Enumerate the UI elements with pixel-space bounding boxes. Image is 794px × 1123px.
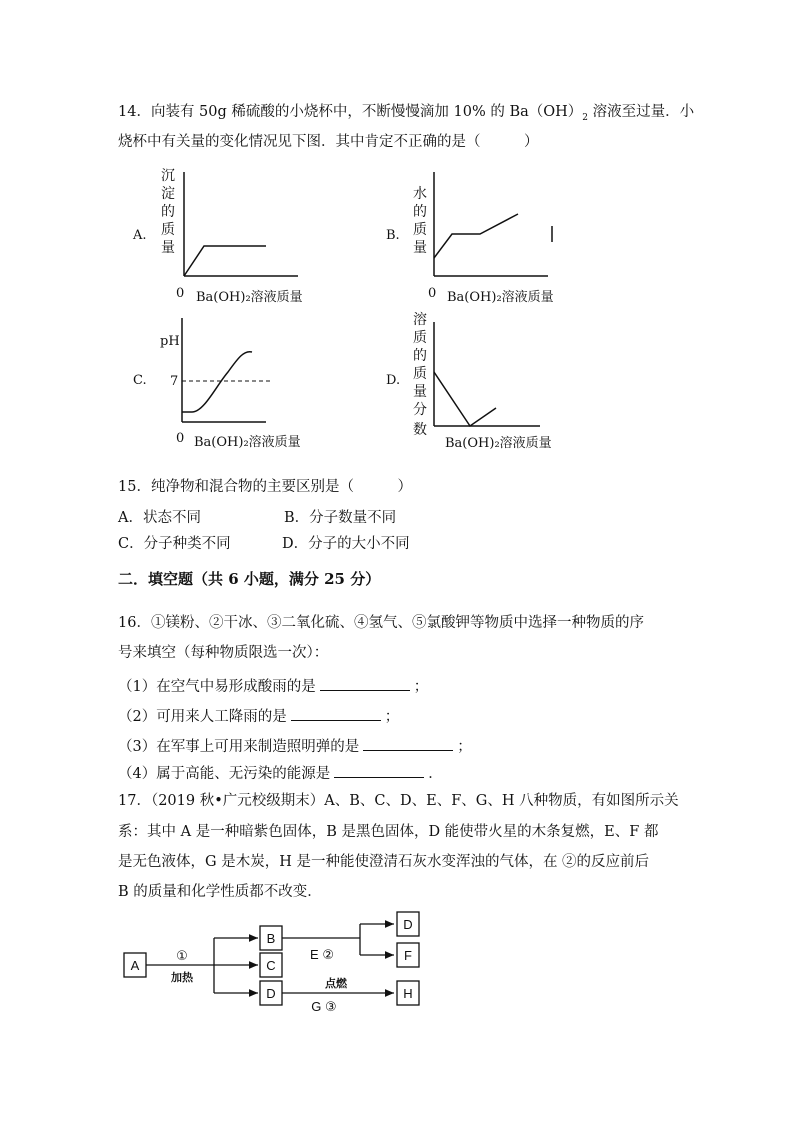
graph-a-xlabel: Ba(OH)₂溶液质量 bbox=[196, 290, 303, 305]
q15-option-a: A．状态不同 bbox=[118, 510, 201, 526]
q16-blank-3[interactable] bbox=[363, 737, 453, 751]
q16-item-text: （2）可用来人工降雨的是 bbox=[118, 709, 287, 725]
graph-a-ylabel-char: 量 bbox=[161, 240, 175, 256]
graph-d-curve bbox=[434, 372, 496, 426]
q16-blank-4[interactable] bbox=[334, 764, 424, 778]
graph-d-plot bbox=[410, 310, 560, 450]
graph-a-ylabel-char: 的 bbox=[161, 204, 175, 220]
graph-d-ylabel-char: 分 bbox=[413, 402, 427, 418]
q16-item-text: （1）在空气中易形成酸雨的是 bbox=[118, 679, 316, 695]
graph-d-ylabel-char: 质 bbox=[413, 330, 427, 346]
q14-line-2: 烧杯中有关量的变化情况见下图．其中肯定不正确的是（ ） bbox=[118, 134, 539, 150]
flow-heat-label: 加热 bbox=[171, 971, 193, 984]
flow-g-label: G ③ bbox=[311, 999, 337, 1014]
flow-box-c-label: C bbox=[266, 958, 276, 973]
q15-option-d: D．分子的大小不同 bbox=[282, 536, 410, 552]
graph-a-ylabel-char: 淀 bbox=[161, 186, 175, 202]
graph-d-xlabel: Ba(OH)₂溶液质量 bbox=[445, 436, 552, 451]
q16-item-end: ； bbox=[384, 709, 400, 725]
graph-b-xlabel: Ba(OH)₂溶液质量 bbox=[447, 290, 554, 305]
q15-stem: 15．纯净物和混合物的主要区别是（ ） bbox=[118, 479, 412, 495]
graph-a-curve bbox=[184, 246, 266, 276]
graph-b-origin: 0 bbox=[428, 286, 437, 301]
graph-c-ref-value: 7 bbox=[170, 374, 179, 389]
graph-b-ylabel-char: 量 bbox=[413, 240, 427, 256]
graph-c-xlabel: Ba(OH)₂溶液质量 bbox=[194, 435, 301, 450]
q16-item-1 bbox=[118, 677, 428, 696]
flow-step-1: ① bbox=[176, 948, 188, 963]
flow-ignite-label: 点燃 bbox=[325, 977, 347, 990]
q16-line-1: 16．①镁粉、②干冰、③二氧化硫、④氢气、⑤氯酸钾等物质中选择一种物质的序 bbox=[118, 615, 644, 631]
graph-a bbox=[158, 164, 308, 304]
q16-blank-2[interactable] bbox=[291, 707, 381, 721]
graph-a-ylabel-char: 质 bbox=[161, 222, 175, 238]
flow-box-d2-label: D bbox=[403, 917, 413, 932]
graph-d-ylabel-char: 的 bbox=[413, 348, 427, 364]
q16-item-end: ． bbox=[428, 766, 443, 782]
flow-box-f-label: F bbox=[404, 948, 412, 963]
flow-e-label: E ② bbox=[310, 947, 334, 962]
q17-line-1: 17．（2019 秋•广元校级期末）A、B、C、D、E、F、G、H 八种物质，有如图所示关 bbox=[118, 793, 679, 809]
graph-a-origin: 0 bbox=[176, 286, 185, 301]
graph-d bbox=[410, 310, 560, 450]
graph-d-ylabel-char: 数 bbox=[413, 422, 427, 438]
graph-c-plot bbox=[158, 310, 308, 450]
q14-subscript: 2 bbox=[582, 112, 589, 123]
graph-c-curve bbox=[182, 352, 252, 412]
q17-line-2: 系：其中 A 是一种暗紫色固体，B 是黑色固体，D 能使带火星的木条复燃，E、F 都 bbox=[118, 824, 659, 840]
q15-option-c: C．分子种类不同 bbox=[118, 536, 231, 552]
q14-line-1 bbox=[118, 103, 694, 127]
q16-item-text: （4）属于高能、无污染的能源是 bbox=[118, 766, 331, 782]
flow-box-b-label: B bbox=[266, 931, 276, 946]
q16-item-3 bbox=[118, 737, 472, 756]
graph-b-ylabel-char: 的 bbox=[413, 204, 427, 220]
graph-d-ylabel-char: 量 bbox=[413, 384, 427, 400]
graph-b-ylabel-char: 质 bbox=[413, 222, 427, 238]
graph-b-plot bbox=[410, 164, 560, 304]
graph-b-ylabel-char: 水 bbox=[413, 186, 427, 202]
flow-diagram bbox=[110, 905, 440, 1020]
section-heading: 二．填空题（共 6 小题，满分 25 分） bbox=[118, 570, 381, 588]
q15-option-b: B．分子数量不同 bbox=[284, 510, 397, 526]
flow-box-d1-label: D bbox=[266, 986, 276, 1001]
q16-line-2: 号来填空（每种物质限选一次）： bbox=[118, 645, 329, 661]
q16-item-end: ； bbox=[457, 739, 472, 755]
q14-text-a: 14．向装有 50g 稀硫酸的小烧杯中，不断慢慢滴加 10% 的 Ba（OH） bbox=[118, 104, 583, 120]
graph-a-option: A. bbox=[133, 228, 147, 243]
graph-c bbox=[158, 310, 308, 450]
graph-b-curve bbox=[434, 214, 518, 258]
flow-box-h-label: H bbox=[403, 986, 413, 1001]
graph-d-option: D. bbox=[386, 373, 401, 388]
graph-d-ylabel-char: 溶 bbox=[413, 312, 427, 328]
graph-c-ylabel: pH bbox=[160, 334, 180, 349]
flow-box-a-label: A bbox=[130, 958, 140, 973]
q14-text-b: 溶液至过量．小 bbox=[588, 104, 695, 120]
graph-a-plot bbox=[158, 164, 308, 304]
q16-blank-1[interactable] bbox=[320, 677, 410, 691]
graph-c-option: C. bbox=[133, 373, 147, 388]
q17-line-4: B 的质量和化学性质都不改变． bbox=[118, 884, 322, 900]
q16-item-end: ； bbox=[413, 679, 429, 695]
q16-item-4 bbox=[118, 764, 443, 783]
graph-b-option: B. bbox=[386, 228, 400, 243]
graph-b bbox=[410, 164, 560, 304]
q16-item-2 bbox=[118, 707, 399, 726]
q16-item-text: （3）在军事上可用来制造照明弹的是 bbox=[118, 739, 360, 755]
graph-a-ylabel-char: 沉 bbox=[161, 168, 175, 184]
q17-line-3: 是无色液体，G 是木炭，H 是一种能使澄清石灰水变浑浊的气体，在 ②的反应前后 bbox=[118, 854, 650, 870]
graph-c-origin: 0 bbox=[176, 431, 185, 446]
graph-d-ylabel-char: 质 bbox=[413, 366, 427, 382]
